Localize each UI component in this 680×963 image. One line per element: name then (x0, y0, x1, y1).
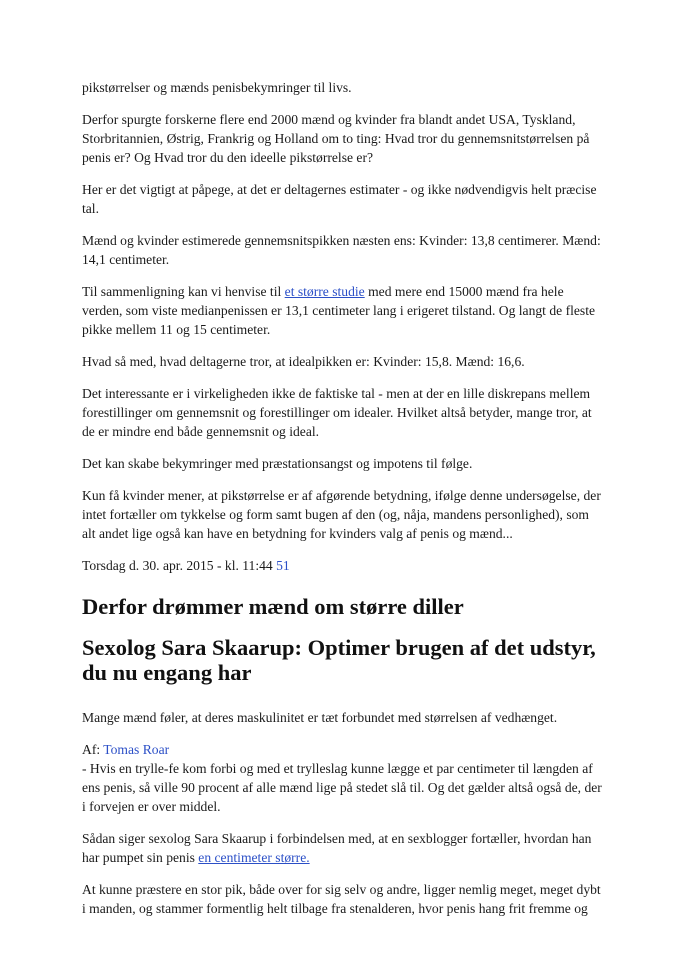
text-run: Til sammenligning kan vi henvise til (82, 284, 285, 299)
paragraph: Derfor spurgte forskerne flere end 2000 mænd og kvinder fra blandt andet USA, Tyskland, Storbritannien, Østrig, Frankrig og Holland om to ting: Hvad tror du gennemsnitstørrelsen på penis er? Og Hvad tror du den ideelle pikstørrelse er? (82, 112, 590, 165)
post-date (82, 556, 602, 575)
centimeter-link[interactable]: en centimeter større. (198, 850, 310, 865)
paragraph: At kunne præstere en stor pik, både over for sig selv og andre, ligger nemlig meget, meget dybt i manden, og stammer formentlig helt tilbage fra stenalderen, hvor penis hang frit fremme og (82, 882, 601, 916)
paragraph: - Hvis en trylle-fe kom forbi og med et trylleslag kunne lægge et par centimeter til længden af ens penis, så ville 90 procent af alle mænd lige på stedet slå til. Og det gælder altså også de, der i forvejen er over middel. (82, 761, 602, 814)
byline-prefix: Af: (82, 742, 104, 757)
article-lead: Mange mænd føler, at deres maskulinitet er tæt forbundet med størrelsen af vedhænget. (82, 710, 558, 725)
paragraph-with-link (82, 829, 602, 867)
article-subtitle: Sexolog Sara Skaarup: Optimer brugen af det udstyr, du nu engang har (82, 635, 596, 685)
article-title: Derfor drømmer mænd om større diller (82, 594, 464, 619)
paragraph: Mænd og kvinder estimerede gennemsnitspikken næsten ens: Kvinder: 13,8 centimerer. Mænd: 14,1 centimeter. (82, 233, 601, 267)
paragraph-with-study-link (82, 282, 602, 339)
paragraph: Her er det vigtigt at påpege, at det er deltagernes estimater - og ikke nødvendigvis helt præcise tal. (82, 182, 597, 216)
comment-count-link[interactable]: 51 (276, 558, 290, 573)
text-run: Sådan siger sexolog Sara Skaarup i forbindelsen med, at en sexblogger fortæller, hvordan han har pumpet sin penis (82, 831, 592, 865)
paragraph: Hvad så med, hvad deltagerne tror, at idealpikken er: Kvinder: 15,8. Mænd: 16,6. (82, 354, 525, 369)
paragraph: Det kan skabe bekymringer med præstationsangst og impotens til følge. (82, 456, 473, 471)
text-run: med mere end 15000 mænd fra hele verden, som viste medianpenissen er 13,1 centimeter lang i erigeret tilstand. Og langt de fleste pikke mellem 11 og 15 centimeter. (82, 284, 596, 337)
document-page (82, 78, 602, 931)
paragraph: Kun få kvinder mener, at pikstørrelse er af afgørende betydning, ifølge denne undersøgelse, der intet fortæller om tykkelse og form samt bugen af den (og, nåja, mandens personlighed), som alt andet lige også kan have en betydning for kvinders valg af penis og mænd... (82, 488, 601, 541)
date-text: Torsdag d. 30. apr. 2015 - kl. 11:44 (82, 558, 277, 573)
byline (82, 740, 602, 759)
paragraph: pikstørrelser og mænds penisbekymringer til livs. (82, 80, 352, 95)
study-link[interactable]: et større studie (284, 284, 365, 299)
author-link[interactable]: Tomas Roar (103, 742, 170, 757)
paragraph: Det interessante er i virkeligheden ikke de faktiske tal - men at der en lille diskrepans mellem forestillinger om gennemsnit og forestillinger om idealer. Hvilket altså betyder, mange tror, at de er mindre end både gennemsnit og ideal. (82, 386, 592, 439)
